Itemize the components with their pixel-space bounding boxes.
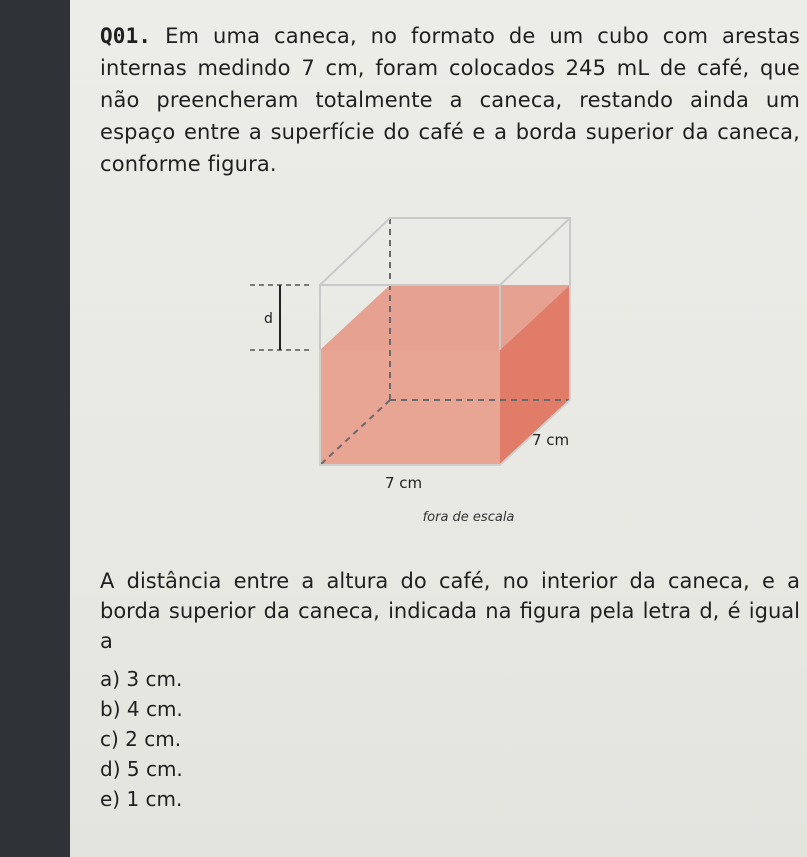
width-label: 7 cm bbox=[385, 474, 423, 492]
scale-note: fora de escala bbox=[422, 510, 515, 525]
answer-options bbox=[100, 664, 183, 814]
option-letter: c) bbox=[100, 727, 119, 751]
cube-upper-outline bbox=[320, 218, 570, 285]
option-b[interactable] bbox=[100, 694, 183, 724]
option-a[interactable] bbox=[100, 664, 183, 694]
option-letter: d) bbox=[100, 757, 121, 781]
option-d[interactable] bbox=[100, 754, 183, 784]
paper-page bbox=[70, 0, 807, 857]
question-statement bbox=[100, 20, 800, 180]
question-number: Q01. bbox=[100, 24, 152, 48]
option-text: 3 cm. bbox=[126, 667, 183, 691]
cube-diagram bbox=[250, 200, 610, 500]
question-text: Em uma caneca, no formato de um cubo com arestas internas medindo 7 cm, foram colocados 245 mL de café, que não preencheram totalmente a caneca, restando ainda um espaço entre a superfície do café e a borda superior da caneca, conforme figura. bbox=[100, 24, 801, 176]
option-text: 4 cm. bbox=[126, 697, 183, 721]
option-letter: a) bbox=[100, 667, 121, 691]
option-letter: b) bbox=[100, 697, 121, 721]
option-text: 2 cm. bbox=[125, 727, 182, 751]
option-e[interactable] bbox=[100, 784, 183, 814]
depth-label: 7 cm bbox=[532, 431, 570, 449]
cube-figure bbox=[250, 200, 610, 540]
option-text: 1 cm. bbox=[126, 787, 183, 811]
option-c[interactable] bbox=[100, 724, 183, 754]
coffee-front-face bbox=[320, 350, 500, 465]
question-prompt: A distância entre a altura do café, no interior da caneca, e a borda superior da caneca, indicada na figura pela letra d, é igual a bbox=[100, 569, 800, 653]
option-letter: e) bbox=[100, 787, 121, 811]
d-label: d bbox=[264, 311, 273, 327]
option-text: 5 cm. bbox=[126, 757, 183, 781]
